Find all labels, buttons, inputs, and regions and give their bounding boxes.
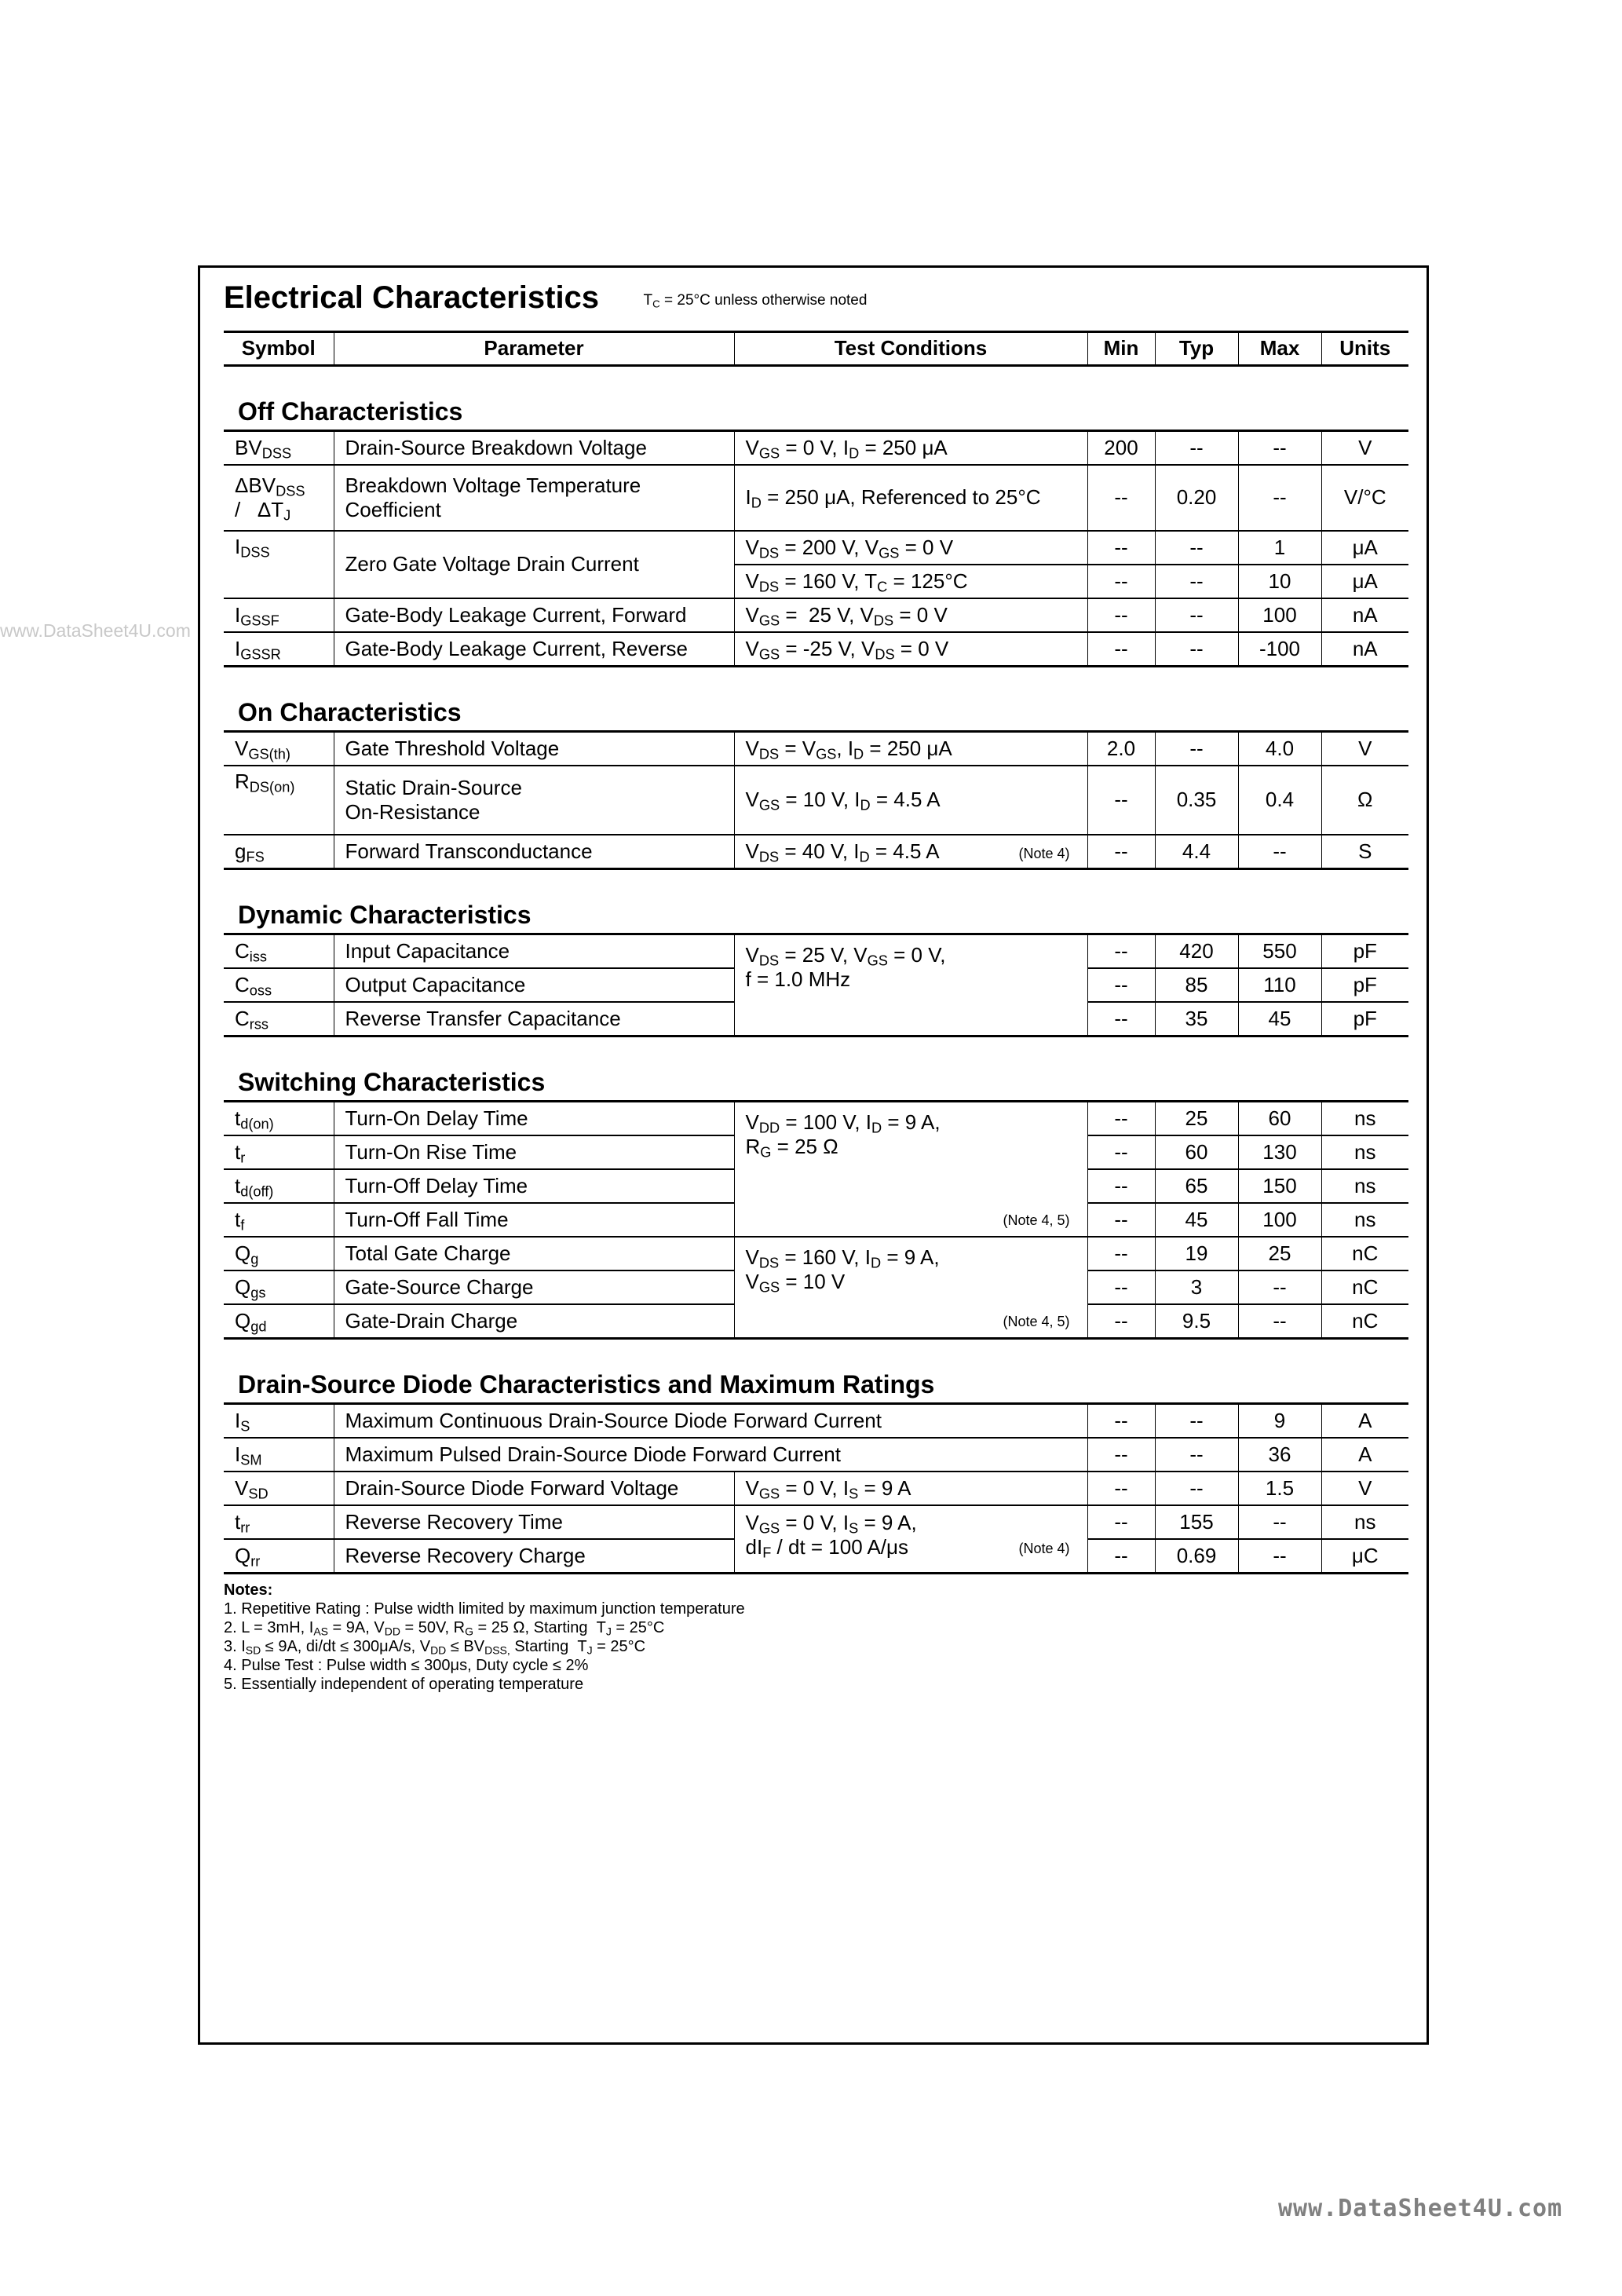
parameter-cell: Zero Gate Voltage Drain Current [334,531,734,598]
max-cell: 0.4 [1238,766,1321,835]
parameter-cell: Total Gate Charge [334,1237,734,1270]
unit-cell: V [1321,431,1408,466]
typ-cell: -- [1155,531,1238,565]
note-reference: (Note 4) [1018,845,1070,861]
symbol-cell: $C_{oss}$ [224,968,334,1002]
parameter-cell: Turn-On Rise Time [334,1135,734,1169]
table-row [224,632,1408,667]
min-cell: 200 [1087,431,1155,466]
max-cell: 100 [1238,598,1321,632]
condition-cell [734,1237,1087,1339]
min-cell: 2.0 [1087,732,1155,766]
condition-cell: $V_{GS} = -25$ V, $V_{DS} = 0$ V [734,632,1087,667]
parameter-cell: Reverse Transfer Capacitance [334,1002,734,1036]
section-switching-heading: Switching Characteristics [224,1036,1408,1102]
symbol-cell: $\Delta BV_{DSS}$ / $\Delta T_J$ [224,465,334,531]
title-note: $T_C = 25^\circ C$ unless otherwise noted [643,292,868,310]
min-cell: -- [1087,1169,1155,1203]
table-row [224,934,1408,969]
max-cell: 9 [1238,1404,1321,1439]
symbol-cell: $C_{iss}$ [224,934,334,969]
symbol-cell: $Q_{gd}$ [224,1304,334,1339]
header-min: Min [1087,332,1155,366]
min-cell: -- [1087,1002,1155,1036]
watermark-left: www.DataSheet4U.com [0,620,191,641]
unit-cell: μC [1321,1539,1408,1574]
condition-text: $V_{DS} = 160$ V, $I_D = 9$ A, $V_{GS} = 10$ V [745,1245,940,1296]
header-parameter: Parameter [334,332,734,366]
unit-cell: nA [1321,598,1408,632]
unit-cell: S [1321,835,1408,869]
table-row [224,1438,1408,1472]
min-cell: -- [1087,1472,1155,1505]
parameter-cell: Static Drain-Source On-Resistance [334,766,734,835]
symbol-cell: $t_{rr}$ [224,1505,334,1539]
typ-cell: 85 [1155,968,1238,1002]
parameter-cell: Reverse Recovery Charge [334,1539,734,1574]
page-title: Electrical Characteristics [224,280,600,315]
note-reference: (Note 4, 5) [1003,1212,1070,1229]
table-row [224,835,1408,869]
typ-cell: -- [1155,1404,1238,1439]
max-cell: 45 [1238,1002,1321,1036]
typ-cell: -- [1155,732,1238,766]
max-cell: 60 [1238,1102,1321,1136]
min-cell: -- [1087,968,1155,1002]
header-test-conditions: Test Conditions [734,332,1087,366]
typ-cell: 25 [1155,1102,1238,1136]
symbol-cell: $t_{d(off)}$ [224,1169,334,1203]
max-cell: 550 [1238,934,1321,969]
note-reference: (Note 4) [1018,1541,1070,1557]
unit-cell: ns [1321,1203,1408,1237]
max-cell: 36 [1238,1438,1321,1472]
table-row [224,766,1408,835]
condition-text: $V_{DS} = 40$ V, $I_D = 4.5$ A [745,839,940,865]
note-item: 4. Pulse Test : Pulse width ≤ 300μs, Duty cycle ≤ 2% [224,1657,589,1674]
max-cell: -- [1238,835,1321,869]
table-row [224,1505,1408,1539]
table-row [224,732,1408,766]
symbol-cell: $t_r$ [224,1135,334,1169]
note-item: 2. L = 3mH, $I_{AS} = 9A$, $V_{DD} = 50V$, $R_G = 25$ Ω, Starting $T_J = 25^\circ C$ [224,1619,665,1638]
min-cell: -- [1087,531,1155,565]
max-cell: 1 [1238,531,1321,565]
parameter-cell: Gate-Body Leakage Current, Forward [334,598,734,632]
max-cell: 1.5 [1238,1472,1321,1505]
table-header-row [224,332,1408,366]
parameter-cell: Maximum Pulsed Drain-Source Diode Forward Current [334,1438,1087,1472]
min-cell: -- [1087,1304,1155,1339]
parameter-cell: Turn-On Delay Time [334,1102,734,1136]
parameter-cell: Gate Threshold Voltage [334,732,734,766]
typ-cell: 19 [1155,1237,1238,1270]
condition-cell [734,835,1087,869]
unit-cell: nC [1321,1237,1408,1270]
header-max: Max [1238,332,1321,366]
condition-cell: $I_D = 250$ μA, Referenced to 25°C [734,465,1087,531]
symbol-cell: $t_f$ [224,1203,334,1237]
header-typ: Typ [1155,332,1238,366]
condition-cell [734,1102,1087,1238]
max-cell: 4.0 [1238,732,1321,766]
condition-cell: $V_{DS} = V_{GS}$, $I_D = 250$ μA [734,732,1087,766]
typ-cell: 3 [1155,1270,1238,1304]
typ-cell: 0.35 [1155,766,1238,835]
max-cell: -100 [1238,632,1321,667]
min-cell: -- [1087,1102,1155,1136]
unit-cell: A [1321,1438,1408,1472]
title-row [224,280,867,316]
table-row [224,465,1408,531]
section-dynamic-heading: Dynamic Characteristics [224,869,1408,934]
characteristics-table [224,331,1408,1574]
note-item: 1. Repetitive Rating : Pulse width limited by maximum junction temperature [224,1600,745,1618]
symbol-cell: $R_{DS(on)}$ [224,766,334,835]
condition-text: $V_{GS} = 0$ V, $I_S = 9$ A, $dI_F$ / dt = 100 A/μs [745,1511,917,1561]
symbol-cell: $I_{GSSR}$ [224,632,334,667]
unit-cell: μA [1321,565,1408,598]
parameter-cell: Drain-Source Breakdown Voltage [334,431,734,466]
table-row [224,1404,1408,1439]
unit-cell: Ω [1321,766,1408,835]
table-row [224,1472,1408,1505]
typ-cell: 0.69 [1155,1539,1238,1574]
condition-cell: $V_{GS} = 10$ V, $I_D = 4.5$ A [734,766,1087,835]
min-cell: -- [1087,465,1155,531]
typ-cell: -- [1155,632,1238,667]
parameter-cell: Gate-Source Charge [334,1270,734,1304]
min-cell: -- [1087,766,1155,835]
typ-cell: -- [1155,598,1238,632]
typ-cell: 45 [1155,1203,1238,1237]
min-cell: -- [1087,598,1155,632]
typ-cell: 9.5 [1155,1304,1238,1339]
condition-text: $V_{DD} = 100$ V, $I_D = 9$ A, $R_G = 25$ Ω [745,1110,941,1161]
min-cell: -- [1087,835,1155,869]
min-cell: -- [1087,1505,1155,1539]
section-row [224,667,1408,732]
condition-cell: $V_{GS} = 0$ V, $I_S = 9$ A [734,1472,1087,1505]
parameter-cell: Output Capacitance [334,968,734,1002]
note-item: 5. Essentially independent of operating temperature [224,1676,584,1693]
symbol-cell: $V_{SD}$ [224,1472,334,1505]
symbol-cell: $BV_{DSS}$ [224,431,334,466]
min-cell: -- [1087,934,1155,969]
max-cell: -- [1238,1270,1321,1304]
note-reference: (Note 4, 5) [1003,1314,1070,1330]
table-row [224,598,1408,632]
condition-cell [734,1505,1087,1574]
typ-cell: -- [1155,1438,1238,1472]
typ-cell: -- [1155,1472,1238,1505]
note-item: 3. $I_{SD} \le 9A$, di/dt ≤ 300μA/s, $V_{DD} \le BV_{DSS,}$ Starting $T_J = 25^\circ C$ [224,1638,646,1657]
electrical-characteristics-panel [198,265,1429,2045]
section-row [224,366,1408,431]
condition-cell: $V_{GS} = 25$ V, $V_{DS} = 0$ V [734,598,1087,632]
min-cell: -- [1087,1438,1155,1472]
unit-cell: ns [1321,1135,1408,1169]
typ-cell: -- [1155,565,1238,598]
max-cell: -- [1238,1505,1321,1539]
max-cell: 150 [1238,1169,1321,1203]
symbol-cell: $I_{DSS}$ [224,531,334,598]
typ-cell: 0.20 [1155,465,1238,531]
max-cell: 130 [1238,1135,1321,1169]
unit-cell: ns [1321,1169,1408,1203]
typ-cell: 420 [1155,934,1238,969]
parameter-cell: Forward Transconductance [334,835,734,869]
table-row [224,531,1408,565]
watermark-right: www.DataSheet4U.com [1278,2195,1563,2222]
table-row [224,431,1408,466]
parameter-cell: Gate-Drain Charge [334,1304,734,1339]
symbol-cell: $V_{GS(th)}$ [224,732,334,766]
symbol-cell: $I_{SM}$ [224,1438,334,1472]
unit-cell: nA [1321,632,1408,667]
min-cell: -- [1087,1539,1155,1574]
max-cell: 110 [1238,968,1321,1002]
parameter-cell: Input Capacitance [334,934,734,969]
parameter-cell: Turn-Off Fall Time [334,1203,734,1237]
unit-cell: pF [1321,934,1408,969]
min-cell: -- [1087,1203,1155,1237]
condition-cell: $V_{DS} = 160$ V, $T_C = 125^\circ C$ [734,565,1087,598]
section-row [224,1339,1408,1404]
unit-cell: V [1321,1472,1408,1505]
symbol-cell: $g_{FS}$ [224,835,334,869]
section-diode-heading: Drain-Source Diode Characteristics and Maximum Ratings [224,1339,1408,1404]
symbol-cell: $Q_{gs}$ [224,1270,334,1304]
table-row [224,1237,1408,1270]
header-symbol: Symbol [224,332,334,366]
min-cell: -- [1087,632,1155,667]
symbol-cell: $C_{rss}$ [224,1002,334,1036]
typ-cell: -- [1155,431,1238,466]
symbol-cell: $I_{GSSF}$ [224,598,334,632]
unit-cell: ns [1321,1102,1408,1136]
condition-cell: $V_{GS} = 0$ V, $I_D = 250$ μA [734,431,1087,466]
max-cell: 25 [1238,1237,1321,1270]
min-cell: -- [1087,1404,1155,1439]
parameter-cell: Turn-Off Delay Time [334,1169,734,1203]
parameter-cell: Breakdown Voltage Temperature Coefficient [334,465,734,531]
typ-cell: 155 [1155,1505,1238,1539]
unit-cell: ns [1321,1505,1408,1539]
min-cell: -- [1087,1237,1155,1270]
symbol-cell: $Q_{rr}$ [224,1539,334,1574]
max-cell: -- [1238,431,1321,466]
max-cell: -- [1238,1539,1321,1574]
table-row [224,1102,1408,1136]
max-cell: 10 [1238,565,1321,598]
typ-cell: 60 [1155,1135,1238,1169]
section-off-heading: Off Characteristics [224,366,1408,431]
max-cell: -- [1238,1304,1321,1339]
section-on-heading: On Characteristics [224,667,1408,732]
parameter-cell: Reverse Recovery Time [334,1505,734,1539]
unit-cell: pF [1321,1002,1408,1036]
unit-cell: nC [1321,1270,1408,1304]
condition-cell: $V_{DS} = 25$ V, $V_{GS} = 0$ V, f = 1.0 MHz [734,934,1087,1036]
unit-cell: A [1321,1404,1408,1439]
max-cell: 100 [1238,1203,1321,1237]
typ-cell: 35 [1155,1002,1238,1036]
min-cell: -- [1087,565,1155,598]
typ-cell: 4.4 [1155,835,1238,869]
notes-block [224,1581,745,1694]
unit-cell: μA [1321,531,1408,565]
symbol-cell: $t_{d(on)}$ [224,1102,334,1136]
notes-heading: Notes: [224,1581,273,1599]
typ-cell: 65 [1155,1169,1238,1203]
unit-cell: pF [1321,968,1408,1002]
symbol-cell: $Q_g$ [224,1237,334,1270]
parameter-cell: Gate-Body Leakage Current, Reverse [334,632,734,667]
unit-cell: nC [1321,1304,1408,1339]
header-units: Units [1321,332,1408,366]
symbol-cell: $I_S$ [224,1404,334,1439]
section-row [224,1036,1408,1102]
max-cell: -- [1238,465,1321,531]
unit-cell: V/°C [1321,465,1408,531]
min-cell: -- [1087,1270,1155,1304]
min-cell: -- [1087,1135,1155,1169]
parameter-cell: Maximum Continuous Drain-Source Diode Forward Current [334,1404,1087,1439]
unit-cell: V [1321,732,1408,766]
section-row [224,869,1408,934]
parameter-cell: Drain-Source Diode Forward Voltage [334,1472,734,1505]
condition-cell: $V_{DS} = 200$ V, $V_{GS} = 0$ V [734,531,1087,565]
